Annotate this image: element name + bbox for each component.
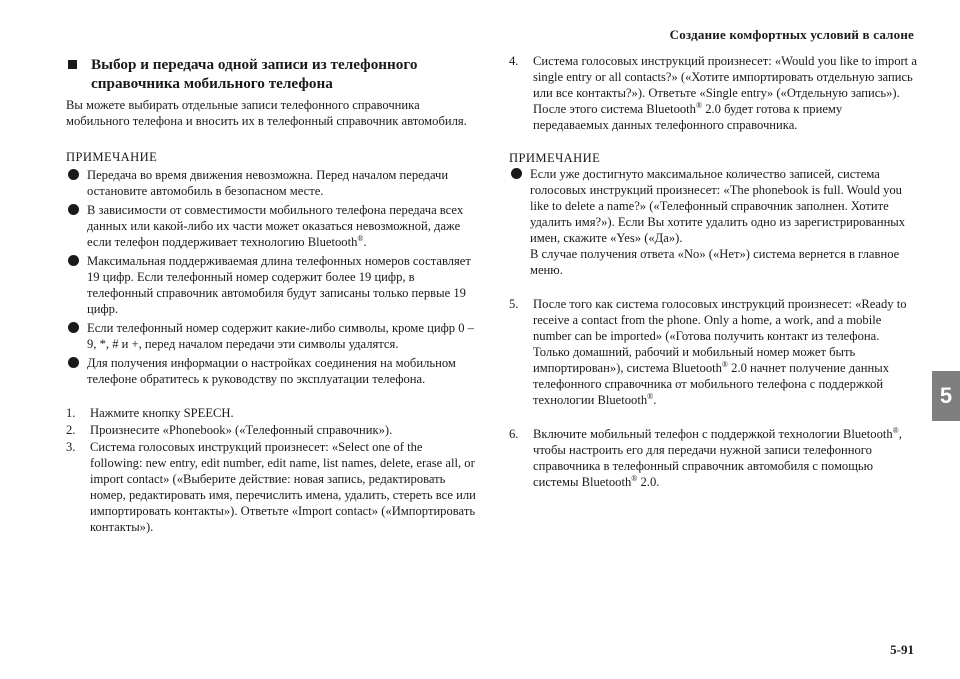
note-followup: В случае получения ответа «No» («Нет») система вернется в главное меню. bbox=[530, 247, 900, 277]
bullet-dot-icon bbox=[68, 255, 79, 266]
note-text-block: В зависимости от совместимости мобильного телефона передача всех данных или какой-либо их части может оказаться невозможной, даже если телефон поддерживает технологию Bluetooth®. bbox=[87, 203, 464, 249]
step-number: 2. bbox=[66, 423, 76, 437]
step-text: Произнесите «Phonebook» («Телефонный справочник»). bbox=[90, 423, 393, 437]
right-column bbox=[509, 53, 919, 491]
note-label: ПРИМЕЧАНИЕ bbox=[509, 151, 601, 165]
step-text: После того как система голосовых инструкций произнесет: «Ready to receive a contact from the phone. Only a home, a work, and a mobile number can be imported» («Готова получить контакт из телефона. Только домашний, рабочий и мобильный номер может быть импортирован»), система Bluetooth bbox=[533, 297, 907, 375]
chapter-tab: 5 bbox=[932, 371, 960, 421]
note-item bbox=[509, 166, 919, 278]
step-item bbox=[66, 439, 478, 535]
bullet-dot-icon bbox=[68, 357, 79, 368]
bullet-dot-icon bbox=[68, 169, 79, 180]
note-text: В зависимости от совместимости мобильного телефона передача всех данных или какой-либо их части может оказаться невозможной, даже если телефон поддерживает технологию Bluetooth bbox=[87, 203, 464, 249]
registered-mark: ® bbox=[647, 391, 654, 401]
step-text: Включите мобильный телефон с поддержкой технологии Bluetooth bbox=[533, 427, 893, 441]
step-item bbox=[509, 53, 919, 133]
step-text: Система голосовых инструкций произнесет: «Would you like to import a single entry or all contacts?» («Хотите импортировать отдельную запись или все контакты?»). Ответьте «Single entry» («Отдельную запись»). bbox=[533, 54, 917, 100]
running-header: Создание комфортных условий в салоне bbox=[669, 27, 914, 42]
step-number: 6. bbox=[509, 427, 519, 441]
step-number: 5. bbox=[509, 297, 519, 311]
step-text: , чтобы настроить его для передачи нужной записи телефонного справочника в телефонный справочник автомобиля с помощью системы Bluetooth bbox=[533, 427, 902, 489]
intro-paragraph: Вы можете выбирать отдельные записи телефонного справочника мобильного телефона и вносить их в телефонный справочник автомобиля. bbox=[66, 98, 467, 128]
note-text: Если телефонный номер содержит какие-либо символы, кроме цифр 0 – 9, *, # и +, перед началом передачи эти символы удалятся. bbox=[87, 321, 474, 351]
step-text: . bbox=[653, 393, 657, 407]
left-column bbox=[66, 55, 478, 536]
step-text: 2.0. bbox=[637, 475, 660, 489]
section-heading bbox=[66, 55, 478, 93]
note-item bbox=[66, 167, 478, 199]
square-bullet-icon bbox=[68, 60, 77, 69]
note-body bbox=[530, 166, 919, 278]
note-list bbox=[66, 167, 478, 387]
note-item bbox=[66, 202, 478, 250]
note-item bbox=[66, 253, 478, 317]
section-heading-text: Выбор и передача одной записи из телефонного справочника мобильного телефона bbox=[91, 56, 418, 92]
note-item bbox=[66, 320, 478, 352]
step-number: 1. bbox=[66, 406, 76, 420]
step-list bbox=[66, 405, 478, 535]
registered-mark: ® bbox=[892, 425, 899, 435]
step-item bbox=[509, 296, 919, 408]
bullet-dot-icon bbox=[68, 322, 79, 333]
step-item bbox=[509, 426, 919, 490]
note-text: Максимальная поддерживаемая длина телефонных номеров составляет 19 цифр. Если телефонный номер содержит более 19 цифр, в телефонный справочник автомобиля будут записаны только первые 19 цифр. bbox=[87, 254, 471, 316]
note-item bbox=[66, 355, 478, 387]
step-body bbox=[533, 53, 919, 133]
bullet-dot-icon bbox=[68, 204, 79, 215]
step-followup-text: 2.0 будет готова к приему передаваемых данных телефонного справочника. bbox=[533, 102, 843, 132]
page-number: 5-91 bbox=[890, 642, 914, 657]
registered-mark: ® bbox=[721, 359, 728, 369]
step-body bbox=[533, 296, 919, 408]
note-text: Если уже достигнуто максимальное количество записей, система голосовых инструкций произнесет: «The phonebook is full. Would you like to delete a name?» («Телефонный справочник заполнен. Хотите удалить имя?»). Если Вы хотите удалить одно из зарегистрированных имен, скажите «Yes» («Да»). bbox=[530, 167, 906, 245]
step-item bbox=[66, 422, 478, 438]
note-text: Для получения информации о настройках соединения на мобильном телефоне обратитесь к руководству по эксплуатации телефона. bbox=[87, 356, 456, 386]
registered-mark: ® bbox=[357, 233, 364, 243]
step-number: 4. bbox=[509, 54, 519, 68]
step-text: 2.0 начнет получение данных телефонного справочника от мобильного телефона с поддержкой технологии Bluetooth bbox=[533, 361, 890, 407]
registered-mark: ® bbox=[631, 473, 638, 483]
step-item bbox=[66, 405, 478, 421]
step-body bbox=[533, 426, 919, 490]
registered-mark: ® bbox=[695, 100, 703, 110]
step-text: Нажмите кнопку SPEECH. bbox=[90, 406, 234, 420]
bullet-dot-icon bbox=[511, 168, 522, 179]
step-followup bbox=[533, 101, 919, 133]
step-followup-text: После этого система Bluetooth bbox=[533, 102, 696, 116]
note-text: Передача во время движения невозможна. Перед началом передачи остановите автомобиль в безопасном месте. bbox=[87, 168, 449, 198]
note-label: ПРИМЕЧАНИЕ bbox=[66, 150, 158, 164]
step-text: Система голосовых инструкций произнесет: «Select one of the following: new entry, edit number, edit name, list names, delete, erase all, or import contact» («Выберите действие: новая запись, редактировать номер, редактировать имя, перечислить имена, удалить, стереть все или импортировать контакты»). Ответьте «Import contact» («Импортировать контакты»). bbox=[90, 440, 476, 534]
step-number: 3. bbox=[66, 440, 76, 454]
